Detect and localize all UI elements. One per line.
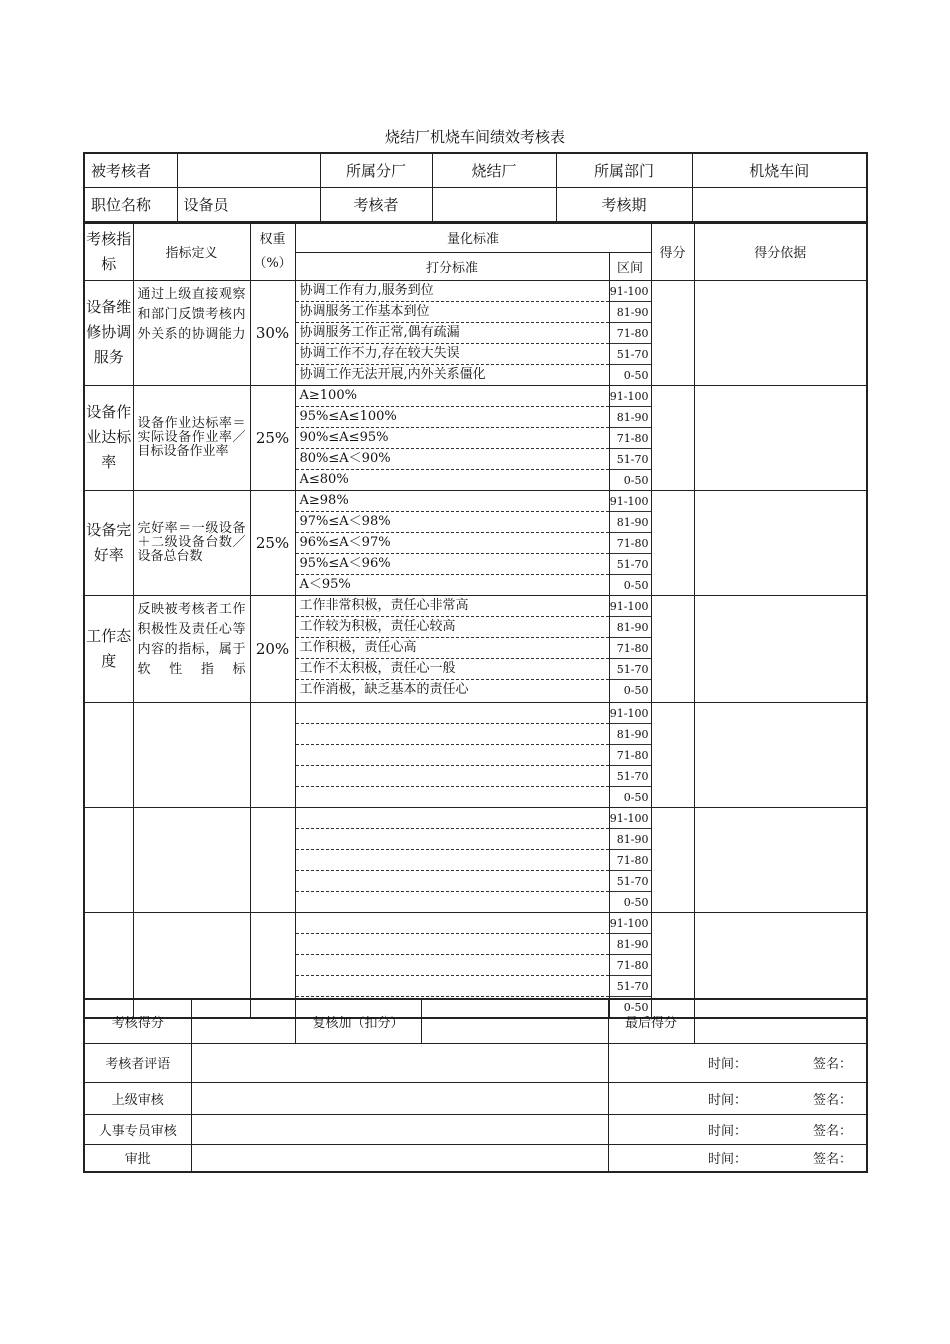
indicator-definition: 设备作业达标率＝实际设备作业率／目标设备作业率	[133, 385, 250, 490]
indicator-weight: 25%	[250, 490, 295, 595]
range-item: 81-90	[610, 512, 651, 533]
score-cell[interactable]	[651, 807, 694, 912]
approval-field[interactable]	[191, 1144, 608, 1172]
supervisor-review-field[interactable]	[191, 1082, 608, 1114]
range-list	[609, 595, 651, 702]
indicator-name: 设备维修协调服务	[84, 280, 133, 385]
indicator-name-empty[interactable]	[84, 807, 133, 912]
standard-item	[296, 703, 609, 724]
standard-item: 95%≤A＜96%	[296, 554, 609, 575]
sign-label: 签名：	[812, 1152, 852, 1168]
final-score-value[interactable]	[694, 999, 867, 1043]
range-item: 51-70	[610, 659, 651, 680]
sign-label: 签名：	[812, 1123, 852, 1139]
range-item: 71-80	[610, 533, 651, 554]
range-list	[609, 807, 651, 912]
standard-item	[296, 766, 609, 787]
range-list	[609, 385, 651, 490]
indicator-definition-empty[interactable]	[133, 807, 250, 912]
range-item: 81-90	[610, 934, 651, 955]
score-cell[interactable]	[651, 702, 694, 807]
indicator-definition	[133, 595, 250, 702]
dept-value[interactable]: 机烧车间	[692, 153, 867, 188]
basis-cell[interactable]	[694, 702, 867, 807]
range-item: 0-50	[623, 473, 649, 487]
standard-item	[296, 934, 609, 955]
col-score: 得分	[651, 223, 694, 280]
assessor-label: 考核者	[320, 188, 432, 223]
range-item: 0-50	[623, 1000, 649, 1014]
score-cell[interactable]	[651, 595, 694, 702]
standard-item	[296, 955, 609, 976]
score-value[interactable]	[191, 999, 295, 1043]
basis-cell[interactable]	[694, 280, 867, 385]
standard-item: A≤80%	[299, 471, 349, 487]
standard-item: 工作较为积极，责任心较高	[296, 617, 609, 638]
range-item: 91-100	[610, 596, 651, 617]
standard-item: 协调工作有力,服务到位	[296, 281, 609, 302]
standard-item	[296, 850, 609, 871]
standard-item: 97%≤A＜98%	[296, 512, 609, 533]
standard-item	[296, 871, 609, 892]
col-weight: 权重（%）	[250, 223, 295, 280]
indicator-weight: 25%	[250, 385, 295, 490]
standard-item: 协调工作无法开展,内外关系僵化	[299, 366, 486, 382]
hr-review-label: 人事专员审核	[84, 1114, 191, 1144]
approval-label: 审批	[84, 1144, 191, 1172]
review-value[interactable]	[421, 999, 608, 1043]
standard-item: A≥100%	[296, 386, 609, 407]
range-item: 51-70	[610, 554, 651, 575]
range-item: 0-50	[623, 895, 649, 909]
period-value[interactable]	[692, 188, 867, 223]
dept-label: 所属部门	[556, 153, 692, 188]
score-label: 考核得分	[84, 999, 191, 1043]
scoring-standards	[295, 490, 609, 595]
header-info-table	[83, 152, 868, 223]
review-label: 复核加（扣分）	[295, 999, 421, 1043]
time-label: 时间：	[707, 1057, 747, 1072]
col-indicator: 考核指标	[84, 223, 133, 280]
standard-item: 90%≤A≤95%	[296, 428, 609, 449]
standard-item: A＜95%	[299, 576, 351, 592]
basis-cell[interactable]	[694, 385, 867, 490]
range-item: 0-50	[623, 578, 649, 592]
score-cell[interactable]	[651, 385, 694, 490]
col-range: 区间	[609, 252, 651, 280]
indicator-weight: 30%	[250, 280, 295, 385]
range-item: 91-100	[610, 386, 651, 407]
standard-item	[296, 892, 609, 912]
summary-table	[83, 998, 868, 1173]
scoring-standards	[295, 595, 609, 702]
standard-item	[296, 745, 609, 766]
position-label: 职位名称	[84, 188, 177, 223]
range-item: 91-100	[610, 703, 651, 724]
range-item: 71-80	[610, 638, 651, 659]
standard-item: 协调服务工作基本到位	[296, 302, 609, 323]
range-item: 71-80	[610, 850, 651, 871]
supervisor-review-label: 上级审核	[84, 1082, 191, 1114]
indicator-name: 工作态度	[84, 595, 133, 702]
range-item: 51-70	[610, 344, 651, 365]
standard-item: 95%≤A≤100%	[296, 407, 609, 428]
period-label: 考核期	[556, 188, 692, 223]
range-list	[609, 702, 651, 807]
range-item: 51-70	[610, 976, 651, 997]
basis-cell[interactable]	[694, 807, 867, 912]
col-definition: 指标定义	[133, 223, 250, 280]
scoring-standards[interactable]	[295, 702, 609, 807]
signature-block	[608, 1144, 867, 1172]
range-item: 51-70	[610, 871, 651, 892]
signature-block	[608, 1082, 867, 1114]
signature-block	[608, 1043, 867, 1082]
score-cell[interactable]	[651, 490, 694, 595]
scoring-standards	[295, 280, 609, 385]
col-basis: 得分依据	[694, 223, 867, 280]
scoring-standards	[295, 385, 609, 490]
page-title: 烧结厂机烧车间绩效考核表	[384, 128, 565, 146]
branch-label: 所属分厂	[320, 153, 432, 188]
assessor-comment-field[interactable]	[191, 1043, 608, 1082]
basis-cell[interactable]	[694, 490, 867, 595]
indicator-weight-empty[interactable]	[250, 807, 295, 912]
standard-item: 工作不太积极，责任心一般	[296, 659, 609, 680]
score-cell[interactable]	[651, 280, 694, 385]
indicator-name: 设备作业达标率	[84, 385, 133, 490]
time-label: 时间：	[707, 1092, 747, 1108]
final-score-label: 最后得分	[608, 999, 694, 1043]
range-item: 81-90	[610, 407, 651, 428]
assessment-table	[83, 222, 868, 1019]
range-item: 0-50	[623, 683, 649, 697]
indicator-definition-text: 反映被考核者工作积极性及责任心等内容的指标，属于软性指标	[137, 601, 246, 677]
standard-item: 96%≤A＜97%	[296, 533, 609, 554]
hr-review-field[interactable]	[191, 1114, 608, 1144]
time-label: 时间：	[707, 1152, 747, 1168]
standard-item: 工作消极，缺乏基本的责任心	[299, 681, 469, 697]
standard-item: 工作非常积极，责任心非常高	[296, 596, 609, 617]
basis-cell[interactable]	[694, 595, 867, 702]
range-item: 0-50	[623, 368, 649, 382]
indicator-name-empty[interactable]	[84, 702, 133, 807]
indicator-definition: 完好率＝一级设备＋二级设备台数／设备总台数	[133, 490, 250, 595]
range-item: 91-100	[610, 491, 651, 512]
range-item: 51-70	[610, 449, 651, 470]
range-item: 71-80	[610, 745, 651, 766]
indicator-definition: 通过上级直接观察和部门反馈考核内外关系的协调能力	[133, 280, 250, 385]
standard-item: A≥98%	[296, 491, 609, 512]
range-item: 71-80	[610, 428, 651, 449]
range-item: 71-80	[610, 955, 651, 976]
standard-item	[296, 724, 609, 745]
col-scoring: 打分标准	[295, 252, 609, 280]
signature-block	[608, 1114, 867, 1144]
sign-label: 签名：	[812, 1092, 852, 1108]
range-item: 81-90	[610, 724, 651, 745]
range-item: 91-100	[610, 808, 651, 829]
range-item: 81-90	[610, 302, 651, 323]
standard-item: 协调服务工作正常,偶有疏漏	[296, 323, 609, 344]
range-item: 91-100	[610, 281, 651, 302]
indicator-name: 设备完好率	[84, 490, 133, 595]
range-item: 71-80	[610, 323, 651, 344]
col-quant: 量化标准	[295, 223, 651, 252]
branch-value[interactable]: 烧结厂	[432, 153, 556, 188]
assessee-label: 被考核者	[84, 153, 177, 188]
indicator-weight-empty[interactable]	[250, 702, 295, 807]
range-item: 81-90	[610, 617, 651, 638]
standard-item	[296, 808, 609, 829]
range-list	[609, 280, 651, 385]
indicator-weight: 20%	[250, 595, 295, 702]
sign-label: 签名：	[812, 1057, 852, 1072]
position-value[interactable]: 设备员	[177, 188, 320, 223]
range-item: 91-100	[610, 913, 651, 934]
range-item: 0-50	[623, 790, 649, 804]
standard-item	[296, 829, 609, 850]
time-label: 时间：	[707, 1123, 747, 1139]
range-item: 51-70	[610, 766, 651, 787]
range-item: 81-90	[610, 829, 651, 850]
standard-item: 工作积极，责任心高	[296, 638, 609, 659]
range-list	[609, 490, 651, 595]
assessee-value[interactable]	[177, 153, 320, 188]
assessor-value[interactable]	[432, 188, 556, 223]
standard-item	[296, 913, 609, 934]
scoring-standards[interactable]	[295, 807, 609, 912]
standard-item	[296, 976, 609, 997]
assessor-comment-label: 考核者评语	[84, 1043, 191, 1082]
indicator-definition-empty[interactable]	[133, 702, 250, 807]
standard-item: 80%≤A＜90%	[296, 449, 609, 470]
standard-item: 协调工作不力,存在较大失误	[296, 344, 609, 365]
standard-item	[296, 787, 609, 807]
